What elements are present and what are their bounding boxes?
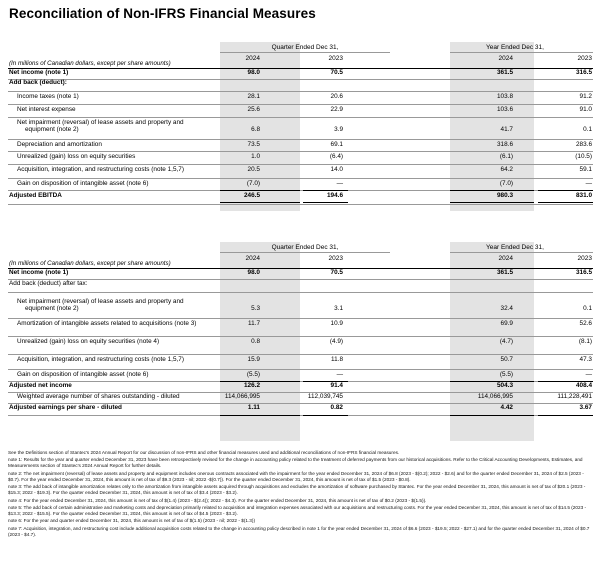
- row-label: Income taxes (note 1): [17, 93, 79, 100]
- footnote: See the Definitions section of Stantec's 2024 Annual Report for our discussion of non-IFRS and other financial measures used and additional reconciliations of non-IFRS financial measures.: [8, 450, 400, 455]
- ebitda-reconciliation-table: [8, 40, 593, 215]
- footnote: note 3: The add back of intangible amortization relates only to the amortization from intangible assets acquired through acquisitions and excludes the amortization of software purchased by Stantec. For the year ended December 31, 2024, this amount is net of tax of $20.1 (2023 - $15.3; 2022 - $19.3). For the quarter ended December 31, 2024, this amount is net of tax of $3.4 (2023 - $3.2).: [8, 484, 586, 496]
- row-label: Amortization of intangible assets related to acquisitions (note 3): [17, 320, 197, 327]
- row-value: 14.0: [330, 166, 343, 173]
- row-divider: [8, 117, 593, 118]
- group-underline-year: [450, 252, 593, 253]
- row-divider: [8, 318, 593, 319]
- table-row: [8, 280, 593, 292]
- year-header: 2023: [577, 255, 592, 262]
- group-underline-year: [450, 52, 593, 53]
- row-value: 103.8: [497, 93, 513, 100]
- row-value: 69.1: [330, 141, 343, 148]
- row-value: 11.8: [331, 356, 343, 363]
- row-value: 20.5: [247, 166, 260, 173]
- row-value: (10.5): [575, 153, 592, 160]
- row-value: (8.1): [578, 338, 592, 345]
- row-value: 0.1: [583, 126, 592, 133]
- total-rule: [303, 381, 348, 382]
- table-row: [8, 298, 593, 318]
- total-rule: [450, 415, 534, 416]
- row-label: Add back (deduct) after tax:: [9, 280, 88, 287]
- row-value: 0.82: [330, 404, 343, 411]
- footnote: note 6: For the year and quarter ended December 31, 2024, this amount is net of tax of $(1.5) (2023 - nil; 2022 - $(1.3)): [8, 518, 256, 524]
- row-value: 4.42: [500, 404, 513, 411]
- row-label: Net interest expense: [17, 106, 76, 113]
- row-value: 91.0: [579, 106, 592, 113]
- row-label: Gain on disposition of intangible asset (note 6): [17, 371, 149, 378]
- row-value: 194.6: [327, 192, 343, 199]
- row-value: 91.2: [579, 93, 592, 100]
- table-row: [8, 106, 593, 117]
- total-rule: [220, 415, 300, 416]
- row-value: 111,228,491: [557, 393, 592, 400]
- row-value: 361.5: [497, 269, 513, 276]
- row-label: Acquisition, integration, and restructuring costs (note 1,5,7): [17, 166, 184, 173]
- row-value: 5.3: [251, 305, 260, 312]
- row-label: Depreciation and amortization: [17, 141, 102, 148]
- row-label: Net income (note 1): [9, 69, 69, 76]
- row-value: 15.9: [247, 356, 260, 363]
- row-divider: [8, 91, 593, 92]
- row-value: 3.67: [579, 404, 592, 411]
- row-value: 59.1: [579, 166, 592, 173]
- row-value: 41.7: [500, 126, 513, 133]
- row-value: 50.7: [500, 356, 513, 363]
- row-value: 0.8: [251, 338, 260, 345]
- row-value: 831.0: [576, 192, 592, 199]
- row-value: 70.5: [330, 269, 343, 276]
- row-value: 10.9: [330, 320, 343, 327]
- row-value: —: [336, 180, 343, 187]
- total-rule: [450, 202, 534, 203]
- row-label-continued: equipment (note 2): [25, 305, 79, 312]
- table-row: [8, 141, 593, 151]
- table-row: [8, 338, 593, 354]
- row-divider: [8, 164, 593, 165]
- group-header-year: Year Ended Dec 31,: [486, 244, 544, 251]
- row-value: 64.2: [500, 166, 513, 173]
- units-note: (In millions of Canadian dollars, except per share amounts): [9, 60, 171, 67]
- row-value: 98.0: [247, 69, 260, 76]
- total-rule: [303, 415, 348, 416]
- table-row: [8, 166, 593, 178]
- table-row: [8, 180, 593, 190]
- footnote: note 4: For the year ended December 31, 2024, this amount is net of tax of $(1.4) (2023 - $(2.4)); 2022 - $4.3). For the quarter ended December 31, 2024, this amount is net of tax of $0.2 (2023 - $(1.5)).: [8, 497, 427, 503]
- table-row: [8, 356, 593, 369]
- row-value: 318.6: [497, 141, 513, 148]
- table-row: [8, 393, 593, 403]
- row-label: Net impairment (reversal) of lease assets and property and: [17, 119, 184, 126]
- total-rule: [303, 202, 348, 203]
- row-value: (5.5): [246, 371, 260, 378]
- table-row: [8, 382, 593, 392]
- table-row: [8, 371, 593, 381]
- row-divider: [8, 292, 593, 293]
- total-rule: [220, 381, 300, 382]
- row-value: —: [585, 180, 592, 187]
- row-value: 20.6: [330, 93, 343, 100]
- row-value: 0.1: [583, 305, 592, 312]
- row-divider: [8, 336, 593, 337]
- table-row: [8, 320, 593, 336]
- table-row: [8, 93, 593, 104]
- group-header-quarter: Quarter Ended Dec 31,: [271, 44, 339, 51]
- row-value: 3.9: [334, 126, 343, 133]
- row-value: 11.7: [248, 320, 260, 327]
- row-label: Adjusted EBITDA: [9, 192, 62, 199]
- row-label: Net income (note 1): [9, 269, 69, 276]
- row-value: 3.1: [334, 305, 343, 312]
- group-underline-quarter: [220, 52, 390, 53]
- row-value: 114,066,995: [224, 393, 260, 400]
- row-value: 114,066,995: [477, 393, 513, 400]
- row-value: 6.8: [251, 126, 260, 133]
- row-value: (5.5): [499, 371, 513, 378]
- row-label-continued: equipment (note 2): [25, 126, 79, 133]
- row-value: 283.6: [576, 141, 592, 148]
- year-header: 2023: [577, 55, 592, 62]
- row-value: 70.5: [330, 69, 343, 76]
- table-row: [8, 79, 593, 91]
- row-label: Add back (deduct):: [9, 79, 67, 86]
- total-rule: [450, 190, 534, 191]
- total-rule: [538, 190, 593, 191]
- group-header-quarter: Quarter Ended Dec 31,: [271, 244, 339, 251]
- year-header: 2024: [498, 255, 513, 262]
- table-row: [8, 119, 593, 139]
- row-value: 980.3: [497, 192, 513, 199]
- footnote: note 2: The net impairment (reversal) of lease assets and property and equipment includes onerous contracts associated with the impairment for the year ended December 31, 2024 of $6.8 (2023 - $(0.2); 2022 - $2.6) and for the quarter ended December 31, 2024 of $2.5 (2023 - $0.7). For the year ended December 31, 2024, this amount is net of tax of $9.3 (2023 - nil; 2022 -$(0.7)). For the quarter ended December 31, 2024, this amount is net of tax of $1.5 (2023 - $0.8).: [8, 470, 584, 482]
- row-label: Adjusted earnings per share - diluted: [9, 404, 122, 411]
- year-header: 2024: [245, 255, 260, 262]
- row-value: (6.4): [329, 153, 343, 160]
- row-label: Acquisition, integration, and restructuring costs (note 1,5,7): [17, 356, 184, 363]
- row-value: 69.9: [500, 320, 513, 327]
- total-rule: [450, 381, 534, 382]
- row-value: (6.1): [499, 153, 513, 160]
- total-rule: [538, 381, 593, 382]
- row-divider: [8, 178, 593, 179]
- row-label: Net impairment (reversal) of lease assets and property and: [17, 298, 184, 305]
- adjusted-eps-reconciliation-table: [8, 240, 593, 445]
- year-header: 2023: [328, 55, 343, 62]
- row-value: 52.6: [579, 320, 592, 327]
- total-rule: [220, 202, 300, 203]
- total-rule: [303, 190, 348, 191]
- footnotes: [8, 450, 593, 539]
- row-divider: [8, 354, 593, 355]
- table-row: [8, 153, 593, 164]
- group-header-year: Year Ended Dec 31,: [486, 44, 544, 51]
- row-value: 316.5: [576, 269, 592, 276]
- row-value: 98.0: [247, 269, 260, 276]
- group-underline-quarter: [220, 252, 390, 253]
- footnote: note 1: Results for the year and quarter ended December 31, 2023 have been retrospectively revised for the change in accounting policy related to the treatment of deferred payments from our historical acquisitions. Refer to the Critical Accounting Developments, Estimates, and Measurements section of Stantec's 2024 Annual Report for further details.: [8, 457, 583, 469]
- row-value: 25.6: [247, 106, 260, 113]
- year-header: 2024: [498, 55, 513, 62]
- footnote: note 5: The add back of certain administrative and marketing costs and depreciation primarily related to acquisition and integration expenses associated with our acquisitions and restructuring costs. For the year ended December 31, 2024, this amount is net of tax of $14.5 (2023 - $13.3; 2022 - $15.5). For the quarter ended December 31, 2024, this amount is net of tax of $4.5 (2023 - $3.2).: [8, 504, 587, 516]
- total-rule: [538, 202, 593, 203]
- table-row: [8, 404, 593, 415]
- row-divider: [8, 204, 593, 205]
- row-divider: [8, 139, 593, 140]
- units-note: (In millions of Canadian dollars, except per share amounts): [9, 260, 171, 267]
- row-label: Weighted average number of shares outstanding - diluted: [17, 393, 180, 400]
- row-value: 112,039,745: [307, 393, 343, 400]
- row-divider: [8, 151, 593, 152]
- table-row: [8, 69, 593, 79]
- year-header: 2024: [245, 55, 260, 62]
- row-value: 32.4: [500, 305, 513, 312]
- row-label: Gain on disposition of intangible asset (note 6): [17, 180, 149, 187]
- row-value: 408.4: [576, 382, 592, 389]
- footnote: note 7: Acquisition, integration, and restructuring cost include additional acquisition costs related to the change in accounting policy described in note 1 for the year ended December 31, 2024 of $6.6 (2023 - $19.5; 2022 - $27.1) and for the quarter ended December 31, 2024 of $0.7 (2023 - $4.7).: [8, 525, 590, 537]
- row-value: —: [585, 371, 592, 378]
- total-rule: [220, 190, 300, 191]
- row-value: 103.6: [497, 106, 513, 113]
- row-value: (7.0): [499, 180, 513, 187]
- row-label: Unrealized (gain) loss on equity securities (note 4): [17, 338, 160, 345]
- row-divider: [8, 369, 593, 370]
- page-title: Reconciliation of Non-IFRS Financial Measures: [9, 6, 316, 21]
- row-label: Adjusted net income: [9, 382, 72, 389]
- row-value: 126.2: [244, 382, 260, 389]
- row-value: 504.3: [497, 382, 513, 389]
- row-value: 91.4: [330, 382, 343, 389]
- row-divider: [8, 104, 593, 105]
- row-value: (4.9): [329, 338, 343, 345]
- row-value: 1.0: [251, 153, 260, 160]
- row-value: (4.7): [499, 338, 513, 345]
- row-value: 28.1: [247, 93, 260, 100]
- row-value: (7.0): [246, 180, 260, 187]
- row-value: 246.5: [244, 192, 260, 199]
- row-value: 316.5: [576, 69, 592, 76]
- row-value: 47.3: [579, 356, 592, 363]
- row-value: 73.5: [247, 141, 260, 148]
- table-row: [8, 269, 593, 279]
- row-value: 22.9: [330, 106, 343, 113]
- row-value: 361.5: [497, 69, 513, 76]
- row-value: 1.11: [247, 404, 260, 411]
- row-label: Unrealized (gain) loss on equity securities: [17, 153, 136, 160]
- year-header: 2023: [328, 255, 343, 262]
- total-rule: [538, 415, 593, 416]
- row-value: —: [336, 371, 343, 378]
